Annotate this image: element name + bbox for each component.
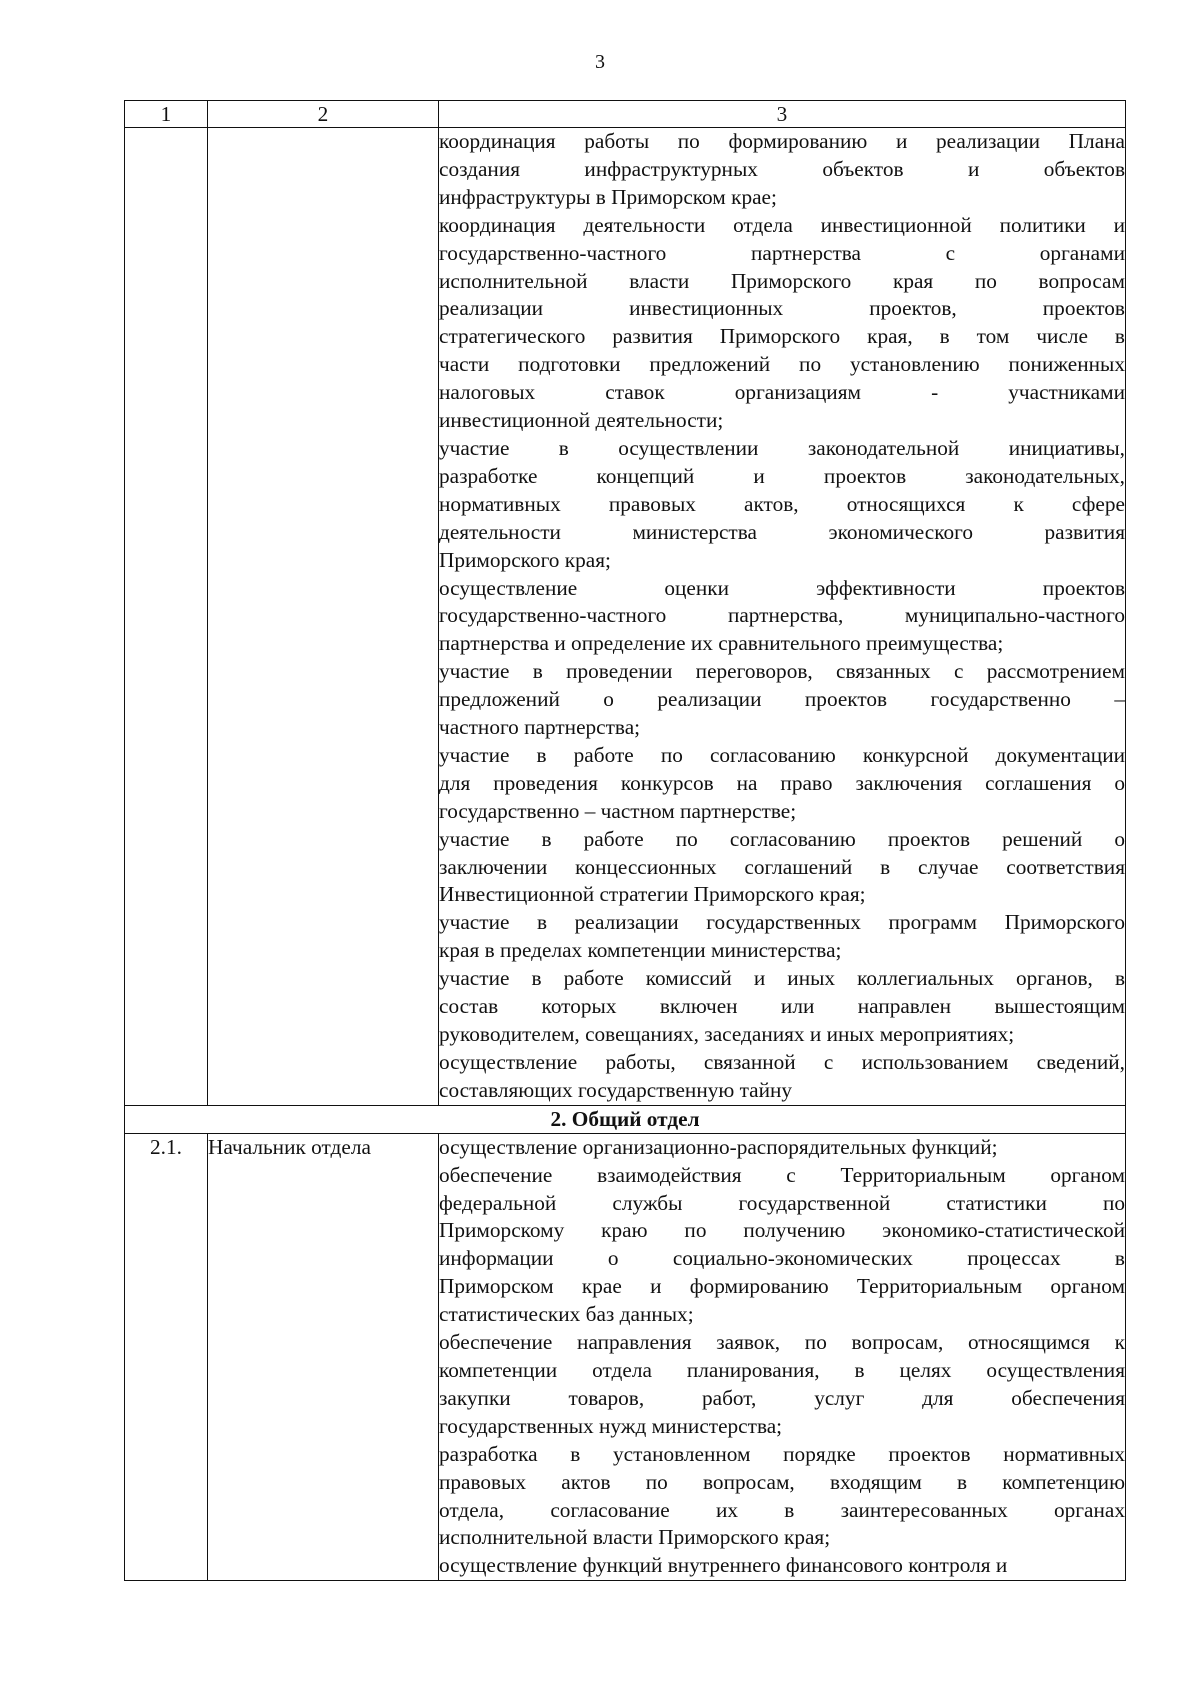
function-line: составляющих государственную тайну [439, 1077, 793, 1102]
function-line: разработке концепций и проектов законодательных, [439, 463, 1125, 488]
function-line: инфраструктуры в Приморском крае; [439, 184, 777, 209]
function-line: статистических баз данных; [439, 1302, 694, 1327]
functions-cell [439, 128, 1126, 1106]
function-line: Приморского края; [439, 547, 611, 572]
function-line: участие в проведении переговоров, связанных с рассмотрением [439, 659, 1125, 684]
function-item [439, 742, 1125, 826]
function-line: участие в работе по согласованию проектов решений о [439, 826, 1125, 851]
function-line: частного партнерства; [439, 715, 641, 740]
function-line: состав которых включен или направлен вышестоящим [439, 994, 1125, 1019]
function-line: части подготовки предложений по установлению пониженных [439, 352, 1125, 377]
function-line: отдела, согласование их в заинтересованных органах [439, 1497, 1125, 1522]
functions-cell [439, 1133, 1126, 1581]
functions-table [124, 100, 1126, 1581]
function-item [439, 575, 1125, 659]
function-line: координация работы по формированию и реализации Плана [439, 129, 1125, 153]
function-item [439, 128, 1125, 212]
function-item [439, 1162, 1125, 1329]
function-item [439, 965, 1125, 1049]
function-line: налоговых ставок организациям - участниками [439, 380, 1125, 405]
function-line: координация деятельности отдела инвестиционной политики и [439, 212, 1125, 237]
function-line: осуществление функций внутреннего финансового контроля и [439, 1553, 1008, 1578]
row-number-cell [125, 128, 208, 1106]
table-row [125, 1133, 1126, 1581]
function-line: деятельности министерства экономического развития [439, 519, 1125, 544]
function-line: обеспечение направления заявок, по вопросам, относящимся к [439, 1330, 1125, 1355]
function-item [439, 1134, 1125, 1162]
function-line: участие в реализации государственных программ Приморского [439, 910, 1125, 935]
function-line: осуществление оценки эффективности проектов [439, 575, 1125, 600]
function-line: информации о социально-экономических процессах в [439, 1246, 1125, 1271]
function-line: создания инфраструктурных объектов и объектов [439, 156, 1125, 181]
function-line: государственно-частного партнерства с органами [439, 240, 1125, 265]
function-line: закупки товаров, работ, услуг для обеспечения [439, 1385, 1125, 1410]
function-line: предложений о реализации проектов государственно – [439, 687, 1125, 712]
function-line: инвестиционной деятельности; [439, 408, 724, 433]
function-item [439, 1329, 1125, 1441]
table-row [125, 128, 1126, 1106]
function-line: Приморском крае и формированию Территориальным органом [439, 1274, 1125, 1299]
function-line: Приморскому краю по получению экономико-статистической [439, 1218, 1125, 1243]
function-line: обеспечение взаимодействия с Территориальным органом [439, 1162, 1125, 1187]
function-item [439, 658, 1125, 742]
function-line: государственно – частном партнерстве; [439, 798, 797, 823]
function-line: участие в работе комиссий и иных коллегиальных органов, в [439, 966, 1125, 991]
function-line: исполнительной власти Приморского края по вопросам [439, 268, 1125, 293]
row-position-cell: Начальник отдела [208, 1133, 439, 1581]
function-line: исполнительной власти Приморского края; [439, 1525, 831, 1550]
function-item [439, 1441, 1125, 1553]
function-line: государственных нужд министерства; [439, 1413, 783, 1438]
row-number-cell: 2.1. [125, 1133, 208, 1581]
function-item [439, 1552, 1125, 1580]
function-line: для проведения конкурсов на право заключения соглашения о [439, 770, 1125, 795]
row-position-cell [208, 128, 439, 1106]
function-item [439, 435, 1125, 575]
header-col-1: 1 [125, 101, 208, 128]
function-line: осуществление работы, связанной с использованием сведений, [439, 1049, 1125, 1074]
page-number: 3 [595, 51, 605, 73]
function-item [439, 1049, 1125, 1105]
function-line: участие в работе по согласованию конкурсной документации [439, 742, 1125, 767]
function-line: осуществление организационно-распорядительных функций; [439, 1134, 998, 1159]
function-line: партнерства и определение их сравнительного преимущества; [439, 631, 1004, 656]
function-line: заключении концессионных соглашений в случае соответствия [439, 854, 1125, 879]
table-header-row [125, 101, 1126, 128]
function-item [439, 826, 1125, 910]
function-item [439, 212, 1125, 435]
section-row [125, 1105, 1126, 1133]
function-line: руководителем, совещаниях, заседаниях и иных мероприятиях; [439, 1022, 1015, 1046]
header-col-2: 2 [208, 101, 439, 128]
function-line: стратегического развития Приморского края, в том числе в [439, 324, 1125, 349]
function-line: компетенции отдела планирования, в целях осуществления [439, 1357, 1125, 1382]
function-line: нормативных правовых актов, относящихся к сфере [439, 491, 1125, 516]
function-line: Инвестиционной стратегии Приморского края; [439, 882, 866, 907]
function-line: государственно-частного партнерства, муниципально-частного [439, 603, 1125, 628]
header-col-3: 3 [439, 101, 1126, 128]
function-line: правовых актов по вопросам, входящим в компетенцию [439, 1469, 1125, 1494]
function-item [439, 909, 1125, 965]
function-line: реализации инвестиционных проектов, проектов [439, 296, 1125, 321]
function-line: федеральной службы государственной статистики по [439, 1190, 1125, 1215]
function-line: участие в осуществлении законодательной инициативы, [439, 435, 1125, 460]
section-title: 2. Общий отдел [125, 1105, 1126, 1133]
function-line: края в пределах компетенции министерства; [439, 938, 842, 963]
function-line: разработка в установленном порядке проектов нормативных [439, 1441, 1125, 1466]
